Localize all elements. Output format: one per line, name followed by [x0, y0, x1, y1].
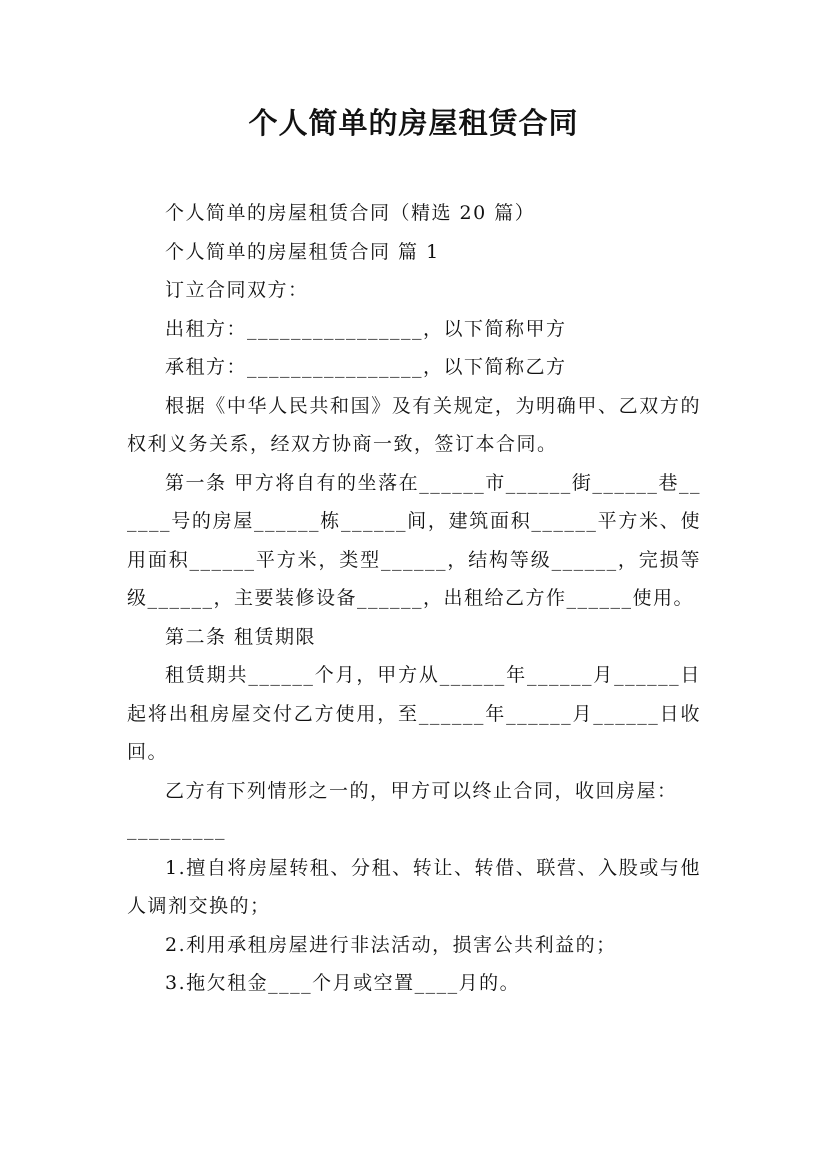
paragraph-blank-line: _________: [127, 818, 226, 840]
paragraph-termination-conditions: 乙方有下列情形之一的，甲方可以终止合同，收回房屋：: [165, 779, 678, 802]
list-item-1: 1.擅自将房屋转租、分租、转让、转借、联营、入股或与他人调剂交换的；: [127, 856, 701, 917]
document-body: [127, 194, 701, 1003]
list-item-2: 2.利用承租房屋进行非法活动，损害公共利益的；: [165, 933, 617, 956]
paragraph-article-1: 第一条 甲方将自有的坐落在______市______街______巷______号的房屋______栋______间，建筑面积______平方米、使用面积______平方米，类型______，结构等级______，完损等级______，主要装修设备______，出租给乙方作______使用。: [127, 471, 701, 609]
paragraph-parties-heading: 订立合同双方：: [165, 279, 309, 301]
paragraph-preamble: 根据《中华人民共和国》及有关规定，为明确甲、乙双方的权利义务关系，经双方协商一致，签订本合同。: [127, 394, 701, 455]
paragraph-lease-term: 租赁期共______个月，甲方从______年______月______日起将出租房屋交付乙方使用，至______年______月______日收回。: [127, 664, 701, 763]
paragraph-article-2-heading: 第二条 租赁期限: [165, 625, 317, 648]
document-title: 个人简单的房屋租赁合同: [248, 106, 579, 140]
paragraph-section-heading: 个人简单的房屋租赁合同 篇 1: [165, 240, 440, 263]
paragraph-lessee: 承租方：________________，以下简称乙方: [165, 356, 567, 378]
paragraph-lessor: 出租方：________________，以下简称甲方: [165, 317, 567, 340]
list-item-3: 3.拖欠租金____个月或空置____月的。: [165, 972, 521, 994]
paragraph-subtitle: 个人简单的房屋租赁合同（精选 20 篇）: [165, 202, 536, 224]
